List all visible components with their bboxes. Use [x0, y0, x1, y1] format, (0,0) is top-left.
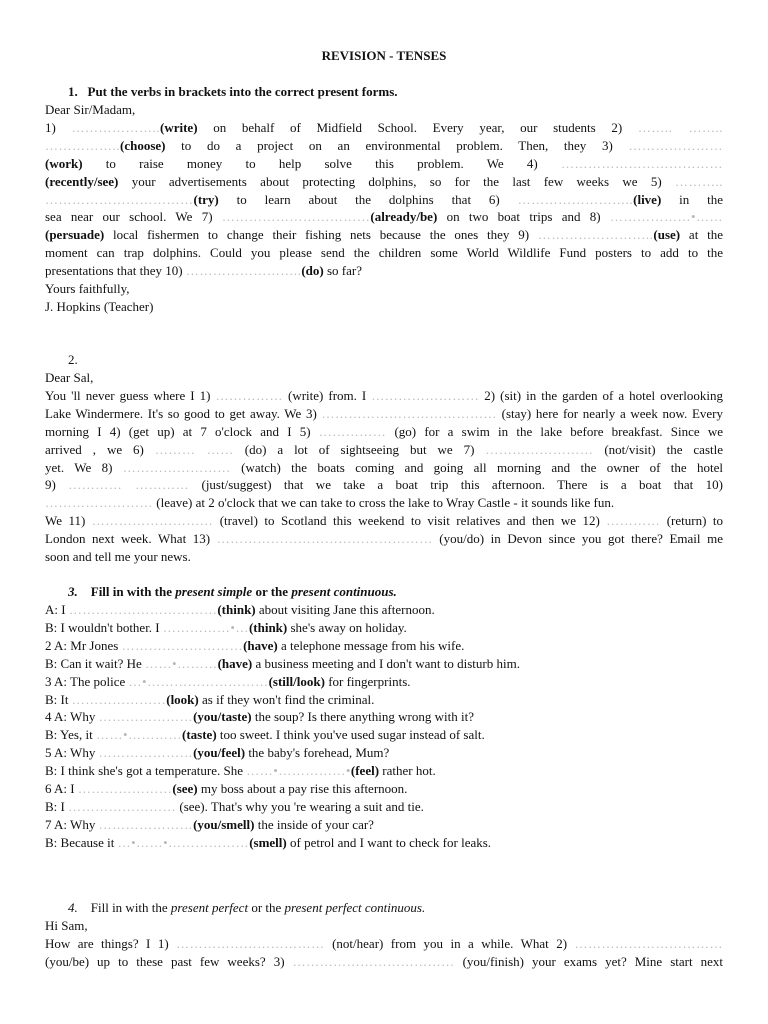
verb-prompt: (use) [653, 227, 681, 243]
verb-prompt: (live) [633, 191, 662, 207]
answer-blank: …………………….. [185, 263, 302, 279]
verb-prompt: (do) [301, 263, 324, 279]
verb-prompt: (already/be) [370, 209, 438, 225]
section3-line [45, 619, 723, 637]
section1-line [45, 298, 723, 316]
answer-blank: ……….. [675, 173, 723, 189]
section3-heading-mid: or the [252, 584, 292, 599]
section2-line [45, 476, 723, 494]
section1-line [45, 226, 723, 244]
text-segment: 4 A: Why [45, 709, 99, 725]
answer-blank: …………………… [45, 495, 153, 511]
section3-line [45, 816, 723, 834]
answer-blank: …•……………………… [128, 673, 269, 689]
answer-blank: ……………………… [121, 637, 244, 653]
text-segment: rather hot. [379, 763, 436, 779]
text-segment: at the [680, 227, 723, 243]
answer-blank: …………….. [45, 137, 120, 153]
section1-line [45, 191, 723, 209]
section4-heading-em1: present perfect [170, 900, 249, 915]
answer-blank: …………………… [122, 459, 231, 475]
section2-number: 2. [68, 352, 78, 367]
text-segment: in the [661, 191, 723, 207]
text-segment: 5 A: Why [45, 745, 99, 761]
text-segment: B: Can it wait? He [45, 655, 146, 671]
text-segment: as if they won't find the criminal. [198, 691, 375, 707]
verb-prompt: (you/feel) [193, 745, 246, 761]
text-segment: (watch) the boats coming and going all morning and the owner of the hotel [230, 459, 723, 475]
text-segment: (see). That's why you 're wearing a suit and tie. [176, 798, 424, 814]
text-segment: 6 A: I [45, 781, 78, 796]
answer-blank: ………………… [77, 781, 173, 796]
section1-line [45, 280, 723, 298]
section2-line [45, 530, 723, 548]
verb-prompt: (work) [45, 155, 83, 171]
text-segment: presentations that they 10) [45, 263, 186, 279]
verb-prompt: (have) [217, 655, 253, 671]
answer-blank: ……………………… [91, 513, 214, 529]
section3-heading-pre: Fill in with the [90, 584, 176, 599]
verb-prompt: (taste) [182, 727, 217, 743]
answer-blank: ……•……………• [246, 763, 351, 779]
text-segment: B: I [45, 798, 69, 814]
text-segment: sea near our school. We 7) [45, 209, 222, 225]
text-segment: You 'll never guess where I 1) [45, 387, 216, 403]
text-segment: Dear Sir/Madam, [45, 102, 136, 117]
text-segment: so far? [323, 263, 362, 279]
text-segment: on behalf of Midfield School. Every year, our students 2) [197, 119, 638, 135]
text-segment: on two boat trips and 8) [437, 209, 610, 225]
answer-blank: ………………………………… [321, 405, 497, 421]
text-segment: the baby's forehead, Mum? [245, 745, 390, 761]
text-segment: (stay) here for nearly a week now. Every [496, 405, 723, 421]
section4-line [45, 917, 723, 935]
verb-prompt: (have) [243, 637, 278, 653]
section3-line [45, 744, 723, 762]
text-segment: morning I 4) (get up) at 7 o'clock and I 5) [45, 423, 319, 439]
answer-blank: ………………………………………… [216, 531, 433, 547]
section1-line [45, 262, 723, 280]
section3-line [45, 637, 723, 655]
text-segment: (not/hear) from you in a while. What 2) [324, 935, 575, 951]
answer-blank: ………………… [98, 816, 194, 832]
text-segment: Dear Sal, [45, 370, 94, 385]
section2-line [45, 494, 723, 512]
answer-blank: …………………………… [176, 935, 325, 951]
text-segment: to learn about the dolphins that 6) [218, 191, 518, 207]
text-segment: J. Hopkins (Teacher) [45, 298, 154, 314]
text-segment: Yours faithfully, [45, 281, 130, 296]
verb-prompt: (recently/see) [45, 173, 119, 189]
section1-heading [68, 83, 746, 101]
answer-blank: …………… [318, 423, 387, 439]
text-segment: (do) a lot of sightseeing but we 7) [233, 441, 486, 457]
verb-prompt: (see) [172, 781, 198, 796]
section3-line [45, 708, 723, 726]
section2-line [45, 441, 723, 459]
section3-line [45, 601, 723, 619]
text-segment: B: Yes, it [45, 727, 96, 743]
answer-blank: …………………… [68, 798, 177, 814]
section3-line [45, 673, 723, 691]
answer-blank: ………………… [98, 709, 194, 725]
section4-line [45, 935, 723, 953]
answer-blank: ……•……… [145, 655, 218, 671]
section3-line [45, 655, 723, 673]
text-segment: A: I [45, 602, 69, 617]
answer-blank: …………………………… [221, 209, 371, 225]
text-segment: a business meeting and I don't want to disturb him. [252, 655, 520, 671]
section2-line [45, 459, 723, 477]
verb-prompt: (feel) [350, 763, 380, 779]
answer-blank: ………………… [628, 137, 723, 153]
answer-blank: …………………….. [517, 191, 634, 207]
text-segment: (leave) at 2 o'clock that we can take to cross the lake to Wray Castle - it sounds like fun. [153, 495, 615, 511]
answer-blank: ……………•… [162, 619, 249, 635]
section2-line [45, 548, 723, 566]
text-segment: Hi Sam, [45, 918, 88, 933]
text-segment: 9) [45, 477, 69, 493]
section3-heading-em2: present continuous. [291, 584, 397, 599]
section4-heading-em2: present perfect continuous. [284, 900, 426, 915]
section1-line [45, 155, 723, 173]
section1-line [45, 208, 723, 226]
section3-line [45, 780, 723, 798]
text-segment: about visiting Jane this afternoon. [255, 602, 435, 617]
text-segment: for fingerprints. [324, 673, 411, 689]
text-segment: too sweet. I think you've used sugar instead of salt. [216, 727, 485, 743]
verb-prompt: (look) [166, 691, 199, 707]
section4-number: 4. [68, 900, 78, 915]
section2-line [45, 512, 723, 530]
text-segment: (go) for a swim in the lake before breakfast. Since we [386, 423, 723, 439]
verb-prompt: (persuade) [45, 227, 105, 243]
text-segment: she's away on holiday. [287, 619, 407, 635]
text-segment: B: I wouldn't bother. I [45, 619, 163, 635]
section3-number: 3. [68, 584, 78, 599]
verb-prompt: (still/look) [268, 673, 325, 689]
verb-prompt: (you/taste) [193, 709, 252, 725]
answer-blank: ……………………………… [292, 953, 455, 969]
answer-blank: …………………………… [68, 602, 218, 617]
verb-prompt: (try) [193, 191, 219, 207]
text-segment: (travel) to Scotland this weekend to visit relatives and then we 12) [213, 513, 607, 529]
section3-line [45, 726, 723, 744]
text-segment: We 11) [45, 513, 92, 529]
text-segment: 1) [45, 119, 72, 135]
text-segment: a telephone message from his wife. [277, 637, 465, 653]
text-segment: my boss about a pay rise this afternoon. [197, 781, 408, 796]
answer-blank: …•……•……………… [117, 834, 250, 850]
answer-blank: ……•………… [95, 727, 183, 743]
text-segment: to do a project on an environmental problem. Then, they 3) [165, 137, 629, 153]
text-segment: soon and tell me your news. [45, 549, 191, 564]
section3-line [45, 691, 723, 709]
answer-blank: …………………………… [574, 935, 723, 951]
text-segment: (you/finish) your exams yet? Mine start next [454, 953, 723, 969]
section1-line [45, 244, 723, 262]
text-segment: B: It [45, 691, 72, 707]
verb-prompt: (think) [248, 619, 288, 635]
answer-blank: ………………•…… [609, 209, 723, 225]
text-segment: 3 A: The police [45, 673, 129, 689]
text-segment: the inside of your car? [254, 816, 374, 832]
section2-line [45, 405, 723, 423]
page-title: REVISION - TENSES [321, 48, 447, 63]
verb-prompt: (smell) [249, 834, 287, 850]
text-segment: 2 A: Mr Jones [45, 637, 122, 653]
section3-line [45, 798, 723, 816]
text-segment: Lake Windermere. It's so good to get away. We 3) [45, 405, 322, 421]
text-segment: (just/suggest) that we take a boat trip this afternoon. There is a boat that 10) [189, 477, 723, 493]
section2-line [45, 369, 723, 387]
verb-prompt: (choose) [120, 137, 166, 153]
answer-blank: ………………… [98, 745, 194, 761]
answer-blank: ………… ………… [68, 477, 190, 493]
section1-heading-text: Put the verbs in brackets into the correct present forms. [87, 84, 398, 99]
section3-line [45, 834, 723, 852]
text-segment: London next week. What 13) [45, 531, 217, 547]
text-segment: moment can trap dolphins. Could you please send the children some World Wildlife Fund posters to add to the [45, 245, 723, 261]
verb-prompt: (think) [217, 602, 256, 617]
section1-line [45, 119, 723, 137]
text-segment: to raise money to help solve this problem. We 4) [82, 155, 561, 171]
text-segment: (not/visit) the castle [593, 441, 723, 457]
answer-blank: …………………… [371, 387, 480, 403]
text-segment: 2) (sit) in the garden of a hotel overlooking [479, 387, 723, 403]
answer-blank: …………… [215, 387, 283, 403]
section1-line [45, 101, 723, 119]
section4-heading [68, 899, 746, 917]
section1-line [45, 137, 723, 155]
answer-blank: ……………………………… [561, 155, 723, 171]
section1-number: 1. [68, 84, 78, 99]
answer-blank: ………………… [71, 691, 167, 707]
section3-line [45, 762, 723, 780]
answer-blank: …………………… [485, 441, 594, 457]
text-segment: of petrol and I want to check for leaks. [286, 834, 492, 850]
text-segment: the soup? Is there anything wrong with it? [251, 709, 474, 725]
section1-line [45, 173, 723, 191]
section2-line [45, 387, 723, 405]
text-segment: How are things? I 1) [45, 935, 177, 951]
text-segment: (return) to [660, 513, 723, 529]
answer-blank: ………… [606, 513, 661, 529]
text-segment: (you/be) up to these past few weeks? 3) [45, 953, 293, 969]
answer-blank: ……………….. [71, 119, 160, 135]
text-segment: (you/do) in Devon since you got there? Email me [432, 531, 723, 547]
answer-blank: …………………….. [537, 227, 654, 243]
section3-heading-em1: present simple [175, 584, 253, 599]
section3-heading [68, 583, 746, 601]
text-segment: B: Because it [45, 834, 118, 850]
section4-line [45, 953, 723, 971]
verb-prompt: (write) [160, 119, 198, 135]
answer-blank: ……… …… [154, 441, 234, 457]
answer-blank: …….. …….. [637, 119, 723, 135]
text-segment: B: I think she's got a temperature. She [45, 763, 247, 779]
text-segment: 7 A: Why [45, 816, 99, 832]
text-segment: local fishermen to change their fishing nets because the ones they 9) [104, 227, 538, 243]
section2-line [45, 423, 723, 441]
section4-heading-mid: or the [248, 900, 285, 915]
verb-prompt: (you/smell) [193, 816, 255, 832]
text-segment: yet. We 8) [45, 459, 123, 475]
section4-heading-pre: Fill in with the [90, 900, 171, 915]
text-segment: arrived , we 6) [45, 441, 155, 457]
text-segment: your advertisements about protecting dolphins, so for the last few weeks we 5) [118, 173, 675, 189]
text-segment: (write) from. I [282, 387, 372, 403]
answer-blank: …………………………… [45, 191, 194, 207]
